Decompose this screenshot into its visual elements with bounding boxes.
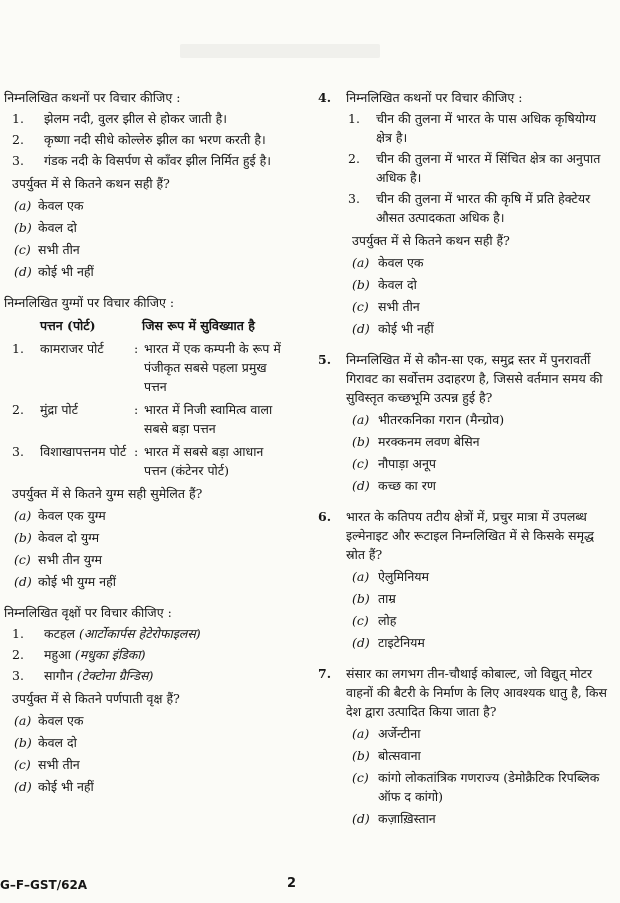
tree-scientific-name: (मधुका इंडिका) [74, 647, 146, 662]
answer-option[interactable] [4, 572, 287, 591]
option-letter: (c) [14, 242, 31, 257]
answer-option[interactable] [318, 768, 614, 806]
option-letter: (a) [352, 726, 370, 741]
statement-item [318, 189, 614, 227]
option-text: केवल एक [38, 198, 84, 213]
question-stem: निम्नलिखित वृक्षों पर विचार कीजिए : [4, 605, 172, 620]
question-number: 7. [318, 666, 332, 681]
answer-option[interactable] [318, 253, 614, 272]
answer-option[interactable] [318, 410, 614, 429]
option-text: नौपाड़ा अनूप [378, 456, 436, 471]
answer-option[interactable] [318, 567, 614, 586]
question-stem-text: निम्नलिखित में से कौन-सा एक, समुद्र स्तर में पुनरावर्ती गिरावट का सर्वोत्तम उदाहरण है, जिससे वर्तमान समय की सुविस्तृत कच्छभूमि उत्पन्न हुई है? [346, 352, 603, 405]
option-letter: (c) [14, 757, 31, 772]
pair-description: भारत में निजी स्वामित्व वाला सबसे बड़ा पत्तन [144, 402, 273, 436]
option-letter: (d) [352, 478, 370, 493]
option-letter: (c) [14, 552, 31, 567]
option-text: कच्छ का रण [378, 478, 436, 493]
question-stem-text: निम्नलिखित कथनों पर विचार कीजिए : [346, 90, 523, 105]
pairs-header-known-as: जिस रूप में सुविख्यात है [142, 318, 255, 333]
option-text: केवल दो युग्म [38, 530, 100, 545]
statement-number: 1. [348, 111, 360, 126]
question-7 [318, 664, 614, 828]
option-text: भीतरकनिका गरान (मैन्ग्रोव) [378, 412, 505, 427]
option-text: केवल दो [38, 735, 77, 750]
option-letter: (a) [352, 569, 370, 584]
statement-text: गंडक नदी के विसर्पण से काँवर झील निर्मित हुई है। [44, 153, 271, 168]
statement-item [4, 151, 287, 170]
option-text: सभी तीन [38, 242, 80, 257]
question-6 [318, 507, 614, 652]
question-5 [318, 350, 614, 495]
option-letter: (b) [352, 277, 370, 292]
answer-option[interactable] [4, 777, 287, 796]
question-ask: उपर्युक्त में से कितने कथन सही हैं? [352, 233, 510, 248]
booklet-code: G–F–GST/62A [0, 878, 88, 892]
tree-item [4, 624, 287, 643]
statement-text: चीन की तुलना में भारत में सिंचित क्षेत्र का अनुपात अधिक है। [376, 151, 601, 185]
question-stem-text: भारत के कतिपय तटीय क्षेत्रों में, प्रचुर मात्रा में उपलब्ध इल्मेनाइट और रूटाइल निम्नलिखित में से किसके समृद्ध स्रोत हैं? [346, 509, 595, 562]
option-text: सभी तीन युग्म [38, 552, 102, 567]
option-letter: (b) [14, 530, 32, 545]
statement-number: 2. [12, 132, 24, 147]
option-letter: (c) [352, 299, 369, 314]
pair-number: 2. [12, 402, 24, 417]
option-letter: (a) [352, 255, 370, 270]
pair-port: कामराजर पोर्ट [40, 341, 104, 356]
answer-option[interactable] [4, 550, 287, 569]
tree-name: महुआ [44, 647, 71, 662]
option-letter: (a) [14, 508, 32, 523]
option-letter: (c) [352, 770, 369, 785]
option-letter: (a) [14, 713, 32, 728]
pairs-header [4, 316, 287, 335]
option-text: ताम्र [378, 591, 396, 606]
answer-option[interactable] [4, 755, 287, 774]
option-text: अर्जेन्टीना [378, 726, 421, 741]
pair-colon: : [134, 341, 139, 356]
pair-description: भारत में एक कम्पनी के रूप में पंजीकृत सबसे पहला प्रमुख पत्तन [144, 341, 281, 394]
pair-number: 3. [12, 444, 24, 459]
option-text: कोई भी नहीं [38, 264, 94, 279]
option-letter: (b) [352, 748, 370, 763]
tree-item [4, 645, 287, 664]
question-ask: उपर्युक्त में से कितने युग्म सही सुमेलित हैं? [12, 486, 203, 501]
answer-option[interactable] [318, 275, 614, 294]
option-letter: (c) [352, 456, 369, 471]
pair-row [4, 339, 287, 396]
option-text: कांगो लोकतांत्रिक गणराज्य (डेमोक्रैटिक रिपब्लिक ऑफ द कांगो) [378, 770, 600, 804]
question-stem [318, 664, 614, 721]
question-2 [4, 293, 287, 591]
pair-row [4, 442, 287, 480]
option-letter: (d) [14, 779, 32, 794]
option-letter: (c) [352, 613, 369, 628]
option-letter: (a) [352, 412, 370, 427]
pair-description: भारत में सबसे बड़ा आधान पत्तन (कंटेनर पोर्ट) [144, 444, 264, 478]
option-text: केवल एक [378, 255, 424, 270]
pair-colon: : [134, 444, 139, 459]
tree-number: 1. [12, 626, 24, 641]
answer-option[interactable] [318, 454, 614, 473]
option-text: सभी तीन [38, 757, 80, 772]
question-stem [318, 507, 614, 564]
question-stem [318, 350, 614, 407]
answer-option[interactable] [318, 746, 614, 765]
option-text: मरक्कनम लवण बेसिन [378, 434, 480, 449]
question-stem [318, 88, 614, 107]
question-number: 4. [318, 90, 332, 105]
answer-option[interactable] [4, 733, 287, 752]
question-number: 6. [318, 509, 332, 524]
answer-option[interactable] [318, 476, 614, 495]
pair-port: मुंद्रा पोर्ट [40, 402, 78, 417]
pairs-header-port: पत्तन (पोर्ट) [40, 318, 96, 333]
option-letter: (a) [14, 198, 32, 213]
pair-row [4, 400, 287, 438]
left-column [4, 88, 287, 808]
question-stem: निम्नलिखित युग्मों पर विचार कीजिए : [4, 295, 175, 310]
faded-header-strip [180, 44, 380, 58]
answer-option[interactable] [318, 432, 614, 451]
tree-number: 2. [12, 647, 24, 662]
option-letter: (d) [352, 635, 370, 650]
option-text: ऐलुमिनियम [378, 569, 430, 584]
right-column [318, 88, 614, 840]
tree-name: कटहल [44, 626, 76, 641]
option-text: केवल दो [38, 220, 77, 235]
tree-number: 3. [12, 668, 24, 683]
option-letter: (b) [14, 220, 32, 235]
question-number: 5. [318, 352, 332, 367]
answer-option[interactable] [4, 196, 287, 215]
answer-option[interactable] [4, 262, 287, 281]
statement-item [318, 149, 614, 187]
option-letter: (b) [352, 591, 370, 606]
option-letter: (d) [14, 574, 32, 589]
option-text: केवल दो [378, 277, 417, 292]
option-letter: (d) [352, 811, 370, 826]
statement-number: 1. [12, 111, 24, 126]
page-number: 2 [287, 876, 297, 891]
answer-option[interactable] [318, 297, 614, 316]
statement-text: चीन की तुलना में भारत की कृषि में प्रति हेक्टेयर औसत उत्पादकता अधिक है। [376, 191, 591, 225]
tree-scientific-name: (आर्टोकार्पस हेटेरोफाइलस) [79, 626, 201, 641]
answer-option[interactable] [4, 711, 287, 730]
option-text: कज़ाख़िस्तान [378, 811, 436, 826]
statement-item [318, 109, 614, 147]
question-stem-text: संसार का लगभग तीन-चौथाई कोबाल्ट, जो विद्युत् मोटर वाहनों की बैटरी के निर्माण के लिए आवश्यक धातु है, किस देश द्वारा उत्पादित किया जाता है? [346, 666, 607, 719]
answer-option[interactable] [4, 240, 287, 259]
statement-number: 3. [348, 191, 360, 206]
option-text: केवल एक युग्म [38, 508, 106, 523]
question-stem: निम्नलिखित कथनों पर विचार कीजिए : [4, 90, 181, 105]
statement-text: झेलम नदी, वुलर झील से होकर जाती है। [44, 111, 227, 126]
question-ask: उपर्युक्त में से कितने पर्णपाती वृक्ष हैं? [12, 691, 180, 706]
answer-option[interactable] [318, 611, 614, 630]
option-letter: (d) [352, 321, 370, 336]
option-letter: (b) [14, 735, 32, 750]
statement-text: चीन की तुलना में भारत के पास अधिक कृषियोग्य क्षेत्र है। [376, 111, 597, 145]
answer-option[interactable] [318, 633, 614, 652]
pair-port: विशाखापत्तनम पोर्ट [40, 444, 127, 459]
statement-number: 3. [12, 153, 24, 168]
tree-name: सागौन [44, 668, 73, 683]
answer-option[interactable] [318, 809, 614, 828]
option-letter: (b) [352, 434, 370, 449]
answer-option[interactable] [4, 528, 287, 547]
tree-scientific-name: (टेक्टोना ग्रैन्डिस) [76, 668, 154, 683]
option-text: कोई भी नहीं [378, 321, 434, 336]
pair-number: 1. [12, 341, 24, 356]
option-text: कोई भी युग्म नहीं [38, 574, 116, 589]
option-text: बोत्सवाना [378, 748, 421, 763]
question-1 [4, 88, 287, 281]
statement-item [4, 130, 287, 149]
answer-option[interactable] [318, 724, 614, 743]
answer-option[interactable] [4, 506, 287, 525]
option-text: लोह [378, 613, 397, 628]
statement-text: कृष्णा नदी सीधे कोल्लेरु झील का भरण करती है। [44, 132, 266, 147]
option-text: टाइटेनियम [378, 635, 425, 650]
option-text: कोई भी नहीं [38, 779, 94, 794]
tree-item [4, 666, 287, 685]
option-text: सभी तीन [378, 299, 420, 314]
question-3 [4, 603, 287, 796]
option-text: केवल एक [38, 713, 84, 728]
answer-option[interactable] [318, 319, 614, 338]
pair-colon: : [134, 402, 139, 417]
answer-option[interactable] [318, 589, 614, 608]
question-4 [318, 88, 614, 338]
statement-item [4, 109, 287, 128]
option-letter: (d) [14, 264, 32, 279]
question-ask: उपर्युक्त में से कितने कथन सही हैं? [12, 176, 170, 191]
statement-number: 2. [348, 151, 360, 166]
answer-option[interactable] [4, 218, 287, 237]
